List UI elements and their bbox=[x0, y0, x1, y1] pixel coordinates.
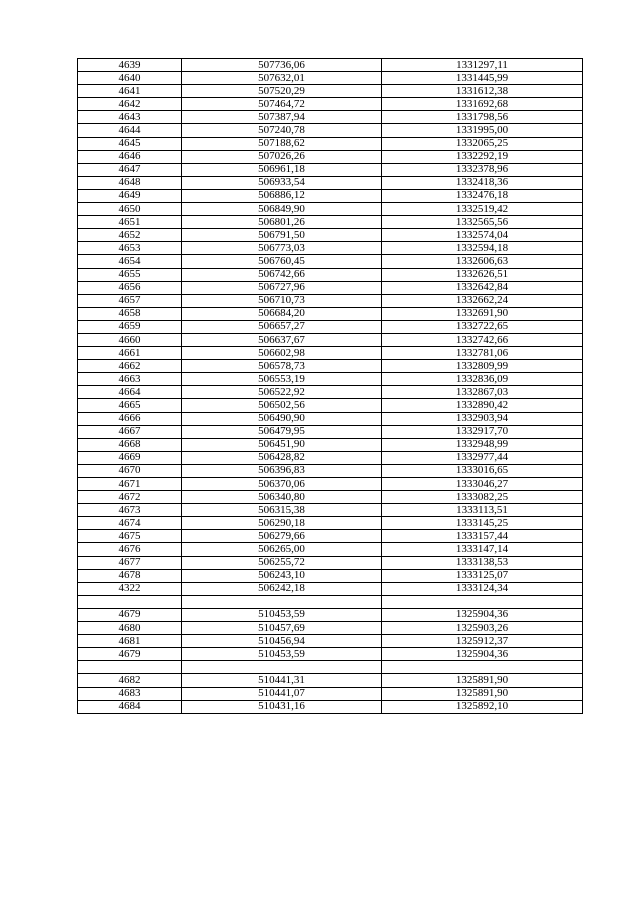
y-coordinate-cell: 1332292,19 bbox=[382, 150, 583, 163]
point-number-cell: 4651 bbox=[78, 216, 182, 229]
point-number-cell: 4654 bbox=[78, 255, 182, 268]
point-number-cell: 4678 bbox=[78, 569, 182, 582]
point-number-cell: 4683 bbox=[78, 687, 182, 700]
table-row bbox=[78, 360, 583, 373]
point-number-cell: 4670 bbox=[78, 464, 182, 477]
x-coordinate-cell: 507026,26 bbox=[182, 150, 382, 163]
y-coordinate-cell: 1333138,53 bbox=[382, 556, 583, 569]
coordinates-table-body bbox=[78, 59, 583, 714]
x-coordinate-cell: 506490,90 bbox=[182, 412, 382, 425]
x-coordinate-cell: 506684,20 bbox=[182, 307, 382, 320]
table-row bbox=[78, 438, 583, 451]
table-row bbox=[78, 111, 583, 124]
y-coordinate-cell: 1333046,27 bbox=[382, 478, 583, 491]
x-coordinate-cell: 506290,18 bbox=[182, 517, 382, 530]
point-number-cell: 4676 bbox=[78, 543, 182, 556]
point-number-cell: 4659 bbox=[78, 320, 182, 333]
point-number-cell: 4674 bbox=[78, 517, 182, 530]
y-coordinate-cell: 1325912,37 bbox=[382, 635, 583, 648]
x-coordinate-cell: 506742,66 bbox=[182, 268, 382, 281]
point-number-cell: 4667 bbox=[78, 425, 182, 438]
x-coordinate-cell: 506578,73 bbox=[182, 360, 382, 373]
x-coordinate-cell: 507520,29 bbox=[182, 85, 382, 98]
x-coordinate-cell: 506886,12 bbox=[182, 189, 382, 202]
y-coordinate-cell: 1332836,09 bbox=[382, 373, 583, 386]
y-coordinate-cell: 1332867,03 bbox=[382, 386, 583, 399]
point-number-cell: 4642 bbox=[78, 98, 182, 111]
x-coordinate-cell: 506340,80 bbox=[182, 491, 382, 504]
x-coordinate-cell: 510441,07 bbox=[182, 687, 382, 700]
y-coordinate-cell: 1332977,44 bbox=[382, 451, 583, 464]
table-row bbox=[78, 98, 583, 111]
y-coordinate-cell: 1333082,25 bbox=[382, 491, 583, 504]
table-row bbox=[78, 59, 583, 72]
y-coordinate-cell: 1332606,63 bbox=[382, 255, 583, 268]
x-coordinate-cell: 506265,00 bbox=[182, 543, 382, 556]
y-coordinate-cell: 1325903,26 bbox=[382, 622, 583, 635]
table-row bbox=[78, 294, 583, 307]
point-number-cell: 4653 bbox=[78, 242, 182, 255]
x-coordinate-cell: 506791,50 bbox=[182, 229, 382, 242]
x-coordinate-cell: 510453,59 bbox=[182, 608, 382, 621]
x-coordinate-cell: 506637,67 bbox=[182, 333, 382, 346]
point-number-cell: 4640 bbox=[78, 72, 182, 85]
table-row bbox=[78, 281, 583, 294]
x-coordinate-cell bbox=[182, 661, 382, 674]
point-number-cell: 4652 bbox=[78, 229, 182, 242]
y-coordinate-cell: 1332476,18 bbox=[382, 189, 583, 202]
y-coordinate-cell: 1333124,34 bbox=[382, 582, 583, 595]
x-coordinate-cell: 506279,66 bbox=[182, 530, 382, 543]
y-coordinate-cell: 1332378,96 bbox=[382, 163, 583, 176]
x-coordinate-cell: 506315,38 bbox=[182, 504, 382, 517]
table-row bbox=[78, 85, 583, 98]
y-coordinate-cell: 1332565,56 bbox=[382, 216, 583, 229]
table-row bbox=[78, 307, 583, 320]
point-number-cell: 4668 bbox=[78, 438, 182, 451]
y-coordinate-cell: 1332626,51 bbox=[382, 268, 583, 281]
y-coordinate-cell: 1333157,44 bbox=[382, 530, 583, 543]
point-number-cell: 4680 bbox=[78, 622, 182, 635]
x-coordinate-cell: 507240,78 bbox=[182, 124, 382, 137]
point-number-cell: 4639 bbox=[78, 59, 182, 72]
table-row bbox=[78, 622, 583, 635]
y-coordinate-cell: 1325891,90 bbox=[382, 674, 583, 687]
point-number-cell: 4647 bbox=[78, 163, 182, 176]
x-coordinate-cell: 506243,10 bbox=[182, 569, 382, 582]
point-number-cell: 4649 bbox=[78, 189, 182, 202]
table-row bbox=[78, 700, 583, 713]
point-number-cell: 4679 bbox=[78, 608, 182, 621]
x-coordinate-cell: 506849,90 bbox=[182, 203, 382, 216]
y-coordinate-cell: 1332642,84 bbox=[382, 281, 583, 294]
y-coordinate-cell: 1332781,06 bbox=[382, 347, 583, 360]
x-coordinate-cell: 507736,06 bbox=[182, 59, 382, 72]
point-number-cell: 4663 bbox=[78, 373, 182, 386]
table-row bbox=[78, 569, 583, 582]
table-row bbox=[78, 203, 583, 216]
x-coordinate-cell: 507464,72 bbox=[182, 98, 382, 111]
x-coordinate-cell: 506710,73 bbox=[182, 294, 382, 307]
y-coordinate-cell: 1325892,10 bbox=[382, 700, 583, 713]
table-row bbox=[78, 674, 583, 687]
table-row bbox=[78, 137, 583, 150]
y-coordinate-cell: 1333113,51 bbox=[382, 504, 583, 517]
point-number-cell: 4661 bbox=[78, 347, 182, 360]
x-coordinate-cell: 507632,01 bbox=[182, 72, 382, 85]
table-row bbox=[78, 347, 583, 360]
y-coordinate-cell: 1332418,36 bbox=[382, 176, 583, 189]
table-row bbox=[78, 150, 583, 163]
point-number-cell: 4681 bbox=[78, 635, 182, 648]
x-coordinate-cell: 506933,54 bbox=[182, 176, 382, 189]
y-coordinate-cell: 1332574,04 bbox=[382, 229, 583, 242]
point-number-cell: 4684 bbox=[78, 700, 182, 713]
point-number-cell: 4673 bbox=[78, 504, 182, 517]
y-coordinate-cell: 1332903,94 bbox=[382, 412, 583, 425]
table-row bbox=[78, 386, 583, 399]
table-row bbox=[78, 504, 583, 517]
table-row bbox=[78, 478, 583, 491]
x-coordinate-cell: 510441,31 bbox=[182, 674, 382, 687]
x-coordinate-cell: 506396,83 bbox=[182, 464, 382, 477]
x-coordinate-cell: 506242,18 bbox=[182, 582, 382, 595]
x-coordinate-cell: 506602,98 bbox=[182, 347, 382, 360]
table-row bbox=[78, 425, 583, 438]
x-coordinate-cell: 506553,19 bbox=[182, 373, 382, 386]
table-row bbox=[78, 582, 583, 595]
table-row bbox=[78, 648, 583, 661]
point-number-cell: 4645 bbox=[78, 137, 182, 150]
y-coordinate-cell: 1331445,99 bbox=[382, 72, 583, 85]
point-number-cell: 4646 bbox=[78, 150, 182, 163]
point-number-cell: 4656 bbox=[78, 281, 182, 294]
point-number-cell: 4679 bbox=[78, 648, 182, 661]
y-coordinate-cell: 1331798,56 bbox=[382, 111, 583, 124]
table-row bbox=[78, 517, 583, 530]
y-coordinate-cell: 1331612,38 bbox=[382, 85, 583, 98]
point-number-cell: 4655 bbox=[78, 268, 182, 281]
point-number-cell: 4672 bbox=[78, 491, 182, 504]
x-coordinate-cell: 506451,90 bbox=[182, 438, 382, 451]
point-number-cell: 4677 bbox=[78, 556, 182, 569]
table-row bbox=[78, 373, 583, 386]
table-row bbox=[78, 530, 583, 543]
y-coordinate-cell: 1332065,25 bbox=[382, 137, 583, 150]
point-number-cell: 4662 bbox=[78, 360, 182, 373]
table-row bbox=[78, 72, 583, 85]
table-row bbox=[78, 176, 583, 189]
y-coordinate-cell: 1332742,66 bbox=[382, 333, 583, 346]
y-coordinate-cell bbox=[382, 661, 583, 674]
point-number-cell: 4648 bbox=[78, 176, 182, 189]
x-coordinate-cell: 506479,95 bbox=[182, 425, 382, 438]
table-row bbox=[78, 189, 583, 202]
point-number-cell: 4660 bbox=[78, 333, 182, 346]
point-number-cell bbox=[78, 595, 182, 608]
x-coordinate-cell bbox=[182, 595, 382, 608]
table-row bbox=[78, 242, 583, 255]
table-row bbox=[78, 543, 583, 556]
point-number-cell: 4665 bbox=[78, 399, 182, 412]
x-coordinate-cell: 506522,92 bbox=[182, 386, 382, 399]
table-row bbox=[78, 124, 583, 137]
y-coordinate-cell: 1332519,42 bbox=[382, 203, 583, 216]
table-row bbox=[78, 229, 583, 242]
table-row bbox=[78, 608, 583, 621]
y-coordinate-cell: 1332691,90 bbox=[382, 307, 583, 320]
table-row bbox=[78, 464, 583, 477]
coordinates-table bbox=[77, 58, 583, 714]
y-coordinate-cell: 1333125,07 bbox=[382, 569, 583, 582]
point-number-cell: 4644 bbox=[78, 124, 182, 137]
table-row bbox=[78, 687, 583, 700]
y-coordinate-cell: 1332662,24 bbox=[382, 294, 583, 307]
table-row bbox=[78, 399, 583, 412]
table-row bbox=[78, 320, 583, 333]
y-coordinate-cell: 1331692,68 bbox=[382, 98, 583, 111]
x-coordinate-cell: 506760,45 bbox=[182, 255, 382, 268]
table-row-spacer bbox=[78, 595, 583, 608]
y-coordinate-cell: 1332948,99 bbox=[382, 438, 583, 451]
y-coordinate-cell: 1333016,65 bbox=[382, 464, 583, 477]
x-coordinate-cell: 510457,69 bbox=[182, 622, 382, 635]
table-row bbox=[78, 216, 583, 229]
x-coordinate-cell: 506657,27 bbox=[182, 320, 382, 333]
table-row bbox=[78, 268, 583, 281]
y-coordinate-cell: 1332809,99 bbox=[382, 360, 583, 373]
x-coordinate-cell: 506370,06 bbox=[182, 478, 382, 491]
y-coordinate-cell: 1331297,11 bbox=[382, 59, 583, 72]
y-coordinate-cell bbox=[382, 595, 583, 608]
table-row bbox=[78, 491, 583, 504]
y-coordinate-cell: 1332890,42 bbox=[382, 399, 583, 412]
y-coordinate-cell: 1333147,14 bbox=[382, 543, 583, 556]
point-number-cell: 4664 bbox=[78, 386, 182, 399]
table-row-spacer bbox=[78, 661, 583, 674]
table-row bbox=[78, 412, 583, 425]
x-coordinate-cell: 506801,26 bbox=[182, 216, 382, 229]
x-coordinate-cell: 506773,03 bbox=[182, 242, 382, 255]
table-row bbox=[78, 556, 583, 569]
table-row bbox=[78, 255, 583, 268]
point-number-cell: 4658 bbox=[78, 307, 182, 320]
x-coordinate-cell: 506255,72 bbox=[182, 556, 382, 569]
table-row bbox=[78, 635, 583, 648]
x-coordinate-cell: 506961,18 bbox=[182, 163, 382, 176]
point-number-cell: 4643 bbox=[78, 111, 182, 124]
y-coordinate-cell: 1325904,36 bbox=[382, 608, 583, 621]
point-number-cell: 4669 bbox=[78, 451, 182, 464]
table-row bbox=[78, 451, 583, 464]
x-coordinate-cell: 510456,94 bbox=[182, 635, 382, 648]
y-coordinate-cell: 1331995,00 bbox=[382, 124, 583, 137]
x-coordinate-cell: 506502,56 bbox=[182, 399, 382, 412]
x-coordinate-cell: 510453,59 bbox=[182, 648, 382, 661]
point-number-cell: 4671 bbox=[78, 478, 182, 491]
y-coordinate-cell: 1332722,65 bbox=[382, 320, 583, 333]
x-coordinate-cell: 506727,96 bbox=[182, 281, 382, 294]
point-number-cell: 4682 bbox=[78, 674, 182, 687]
point-number-cell: 4641 bbox=[78, 85, 182, 98]
x-coordinate-cell: 510431,16 bbox=[182, 700, 382, 713]
point-number-cell: 4322 bbox=[78, 582, 182, 595]
point-number-cell: 4675 bbox=[78, 530, 182, 543]
table-row bbox=[78, 163, 583, 176]
y-coordinate-cell: 1325891,90 bbox=[382, 687, 583, 700]
x-coordinate-cell: 507387,94 bbox=[182, 111, 382, 124]
y-coordinate-cell: 1332594,18 bbox=[382, 242, 583, 255]
x-coordinate-cell: 506428,82 bbox=[182, 451, 382, 464]
table-row bbox=[78, 333, 583, 346]
y-coordinate-cell: 1333145,25 bbox=[382, 517, 583, 530]
y-coordinate-cell: 1332917,70 bbox=[382, 425, 583, 438]
point-number-cell: 4666 bbox=[78, 412, 182, 425]
point-number-cell bbox=[78, 661, 182, 674]
y-coordinate-cell: 1325904,36 bbox=[382, 648, 583, 661]
point-number-cell: 4657 bbox=[78, 294, 182, 307]
point-number-cell: 4650 bbox=[78, 203, 182, 216]
x-coordinate-cell: 507188,62 bbox=[182, 137, 382, 150]
